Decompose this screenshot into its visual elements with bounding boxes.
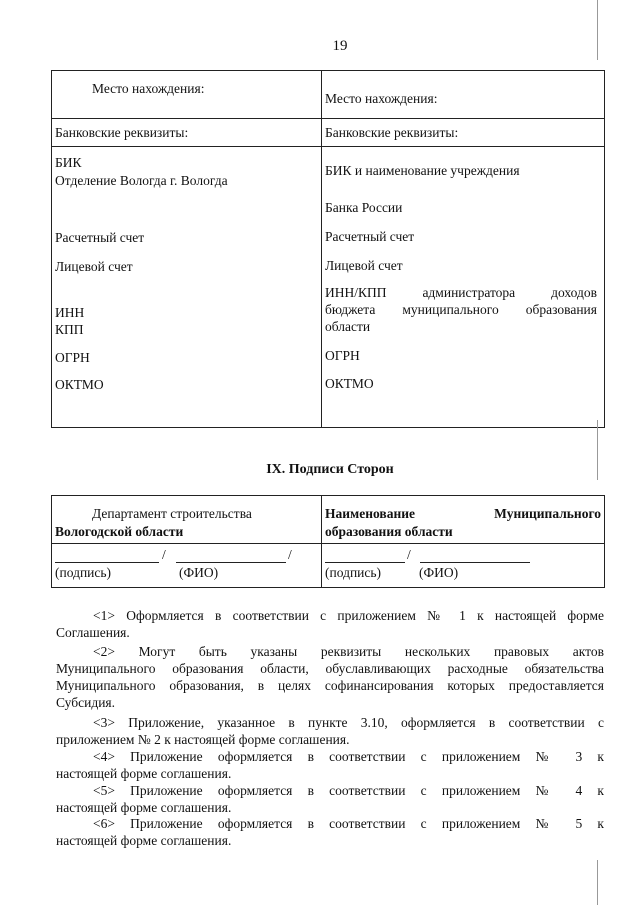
right-bik: БИК и наименование учреждения [325,163,520,178]
left-bank-cell [52,119,322,147]
scan-artifact-line [597,420,598,480]
scan-artifact-line [597,0,598,60]
right-party-cell [322,496,605,544]
right-location-label: Место нахождения: [325,91,438,106]
left-bik: БИК [55,155,82,170]
signatures-table [51,495,605,588]
signatures-section-title: IX. Подписи Сторон [266,462,394,477]
left-fio-line [176,562,286,563]
footnote-4-line1: <4> Приложение оформляется в соответствии с приложением № 3 к [93,749,604,764]
left-fio-label: (ФИО) [179,565,219,580]
left-account: Расчетный счет [55,230,145,245]
right-party-line1a: Наименование [325,506,415,521]
right-details-cell [322,147,605,428]
footnote-1-line1: <1> Оформляется в соответствии с приложением № 1 к настоящей форме [93,608,604,623]
left-location-cell [52,71,322,119]
requisites-table [51,70,605,428]
footnote-5-line2: настоящей форме соглашения. [56,800,232,815]
footnote-2-line4: Субсидия. [56,695,116,710]
footnote-2-line1: <2> Могут быть указаны реквизиты нескольких правовых актов [93,644,604,659]
right-inn-kpp-line2: бюджета муниципального образования [325,302,597,317]
left-details-cell [52,147,322,428]
right-party-line1b: Муниципального [494,506,601,521]
right-location-cell [322,71,605,119]
right-bank-russia: Банка России [325,200,403,215]
right-party-line2: образования области [325,524,453,539]
footnote-2-line2: Муниципального образования области, обуславливающих расходные обязательства [56,661,604,676]
right-fio-label: (ФИО) [419,565,459,580]
right-personal-account: Лицевой счет [325,258,403,273]
footnote-1 [56,607,604,641]
right-inn-kpp-line3: области [325,319,371,334]
footnote-4 [56,748,604,782]
left-party-cell [52,496,322,544]
left-sign-label: (подпись) [55,565,112,580]
left-location-label: Место нахождения: [92,81,205,96]
footnote-3-line1: <3> Приложение, указанное в пункте 3.10, оформляется в соответствии с [93,715,604,730]
left-inn: ИНН [55,305,85,320]
left-personal-account: Лицевой счет [55,259,133,274]
right-inn-kpp-line1: ИНН/КПП администратора доходов [325,285,597,300]
footnote-3-line2: приложением № 2 к настоящей форме соглашения. [56,732,350,747]
left-slash-1: / [162,547,166,562]
right-slash: / [407,547,411,562]
right-account: Расчетный счет [325,229,415,244]
right-bank-label: Банковские реквизиты: [325,125,459,140]
left-kpp: КПП [55,322,84,337]
footnote-1-line2: Соглашения. [56,625,130,640]
left-signature-line [55,562,159,563]
right-oktmo: ОКТМО [325,376,374,391]
footnote-5 [56,782,604,816]
footnote-6 [56,815,604,849]
page-number: 19 [332,38,348,54]
right-sign-label: (подпись) [325,565,382,580]
footnote-3 [56,714,604,748]
footnote-2 [56,643,604,711]
scan-artifact-line [597,860,598,905]
footnote-4-line2: настоящей форме соглашения. [56,766,232,781]
left-party-line2: Вологодской области [55,524,184,539]
footnote-5-line1: <5> Приложение оформляется в соответствии с приложением № 4 к [93,783,604,798]
footnote-6-line1: <6> Приложение оформляется в соответствии с приложением № 5 к [93,816,604,831]
left-bank-label: Банковские реквизиты: [55,125,189,140]
right-ogrn: ОГРН [325,348,360,363]
right-signature-line [325,562,405,563]
left-oktmo: ОКТМО [55,377,104,392]
left-branch: Отделение Вологда г. Вологда [55,173,228,188]
left-ogrn: ОГРН [55,350,90,365]
left-slash-2: / [288,547,292,562]
right-signature-cell [322,544,605,588]
right-fio-line [420,562,530,563]
left-signature-cell [52,544,322,588]
right-bank-cell [322,119,605,147]
footnote-2-line3: Муниципального образования, в целях софинансирования которых предоставляется [56,678,604,693]
footnote-6-line2: настоящей форме соглашения. [56,833,232,848]
left-party-line1: Департамент строительства [92,506,252,521]
